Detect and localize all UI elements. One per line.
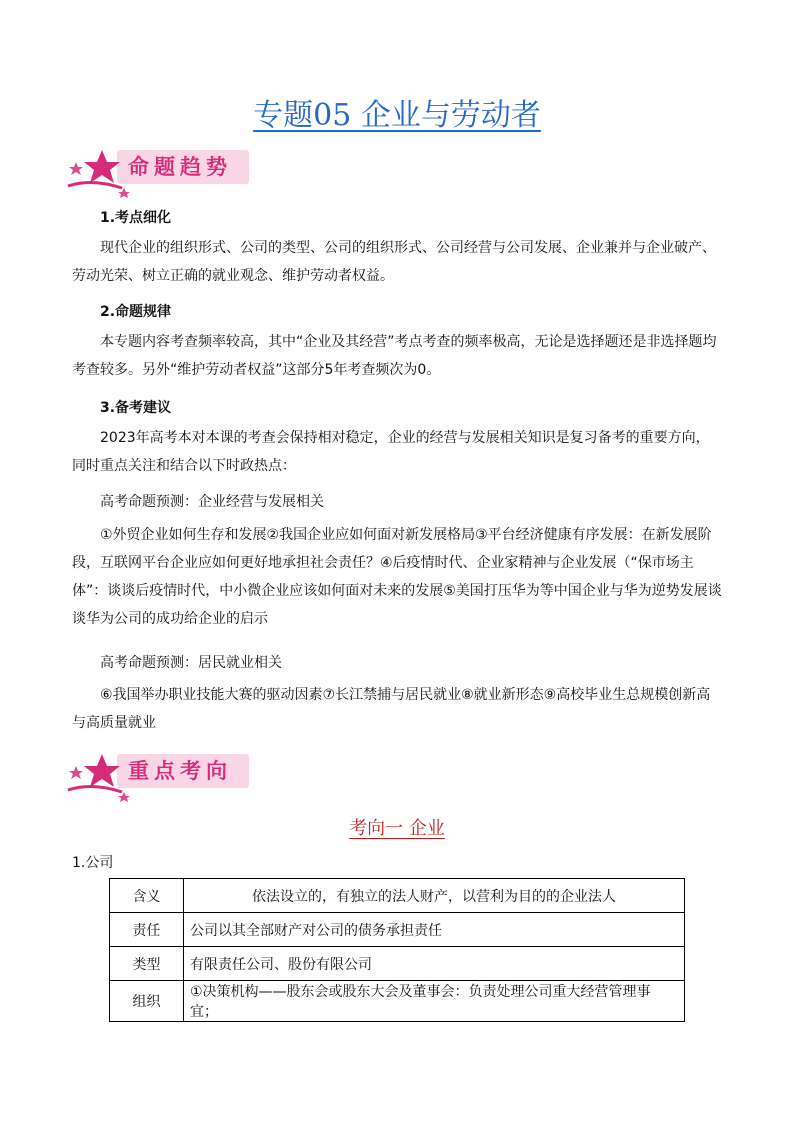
heading-points: 1.考点细化 — [100, 210, 172, 226]
table-key: 组织 — [110, 981, 184, 1022]
paragraph-points: 现代企业的组织形式、公司的类型、公司的组织形式、公司经营与公司发展、企业兼并与企业破产、劳动光荣、树立正确的就业观念、维护劳动者权益。 — [72, 240, 716, 284]
banner-title: 命题趋势 — [128, 155, 232, 179]
banner-title: 重点考向 — [128, 759, 232, 783]
trend-banner — [62, 148, 252, 198]
company-table — [109, 878, 685, 1022]
page-title: 专题05 企业与劳动者 — [253, 98, 541, 133]
table-row — [110, 947, 685, 981]
section-title: 考向一 企业 — [349, 818, 445, 839]
paragraph-suggestions: 2023年高考本对本课的考查会保持相对稳定，企业的经营与发展相关知识是复习备考的重要方向，同时重点关注和结合以下时政热点： — [72, 430, 710, 474]
heading-rules: 2.命题规律 — [100, 304, 172, 320]
table-row — [110, 913, 685, 947]
prediction-employment: 高考命题预测：居民就业相关 — [100, 655, 282, 671]
hotspots-employment: ⑥我国举办职业技能大赛的驱动因素⑦长江禁捕与居民就业⑧就业新形态⑨高校毕业生总规模创新高与高质量就业 — [72, 687, 711, 731]
section-label: 1.公司 — [72, 855, 114, 871]
paragraph-rules: 本专题内容考查频率较高，其中“企业及其经营”考点考查的频率极高，无论是选择题还是非选择题均考查较多。另外“维护劳动者权益”这部分5年考查频次为0。 — [72, 334, 717, 378]
heading-suggestions: 3.备考建议 — [100, 400, 172, 416]
hotspots-enterprise: ①外贸企业如何生存和发展②我国企业应如何面对新发展格局③平台经济健康有序发展：在新发展阶段，互联网平台企业应如何更好地承担社会责任？④后疫情时代、企业家精神与企业发展（“保市场主体”：谈谈后疫情时代，中小微企业应该如何面对未来的发展⑤美国打压华为等中国企业与华为逆势发展谈谈华为公司的成功给企业的启示 — [72, 527, 722, 627]
table-value: ①决策机构——股东会或股东大会及董事会：负责处理公司重大经营管理事宜； — [184, 981, 685, 1022]
table-key: 责任 — [110, 913, 184, 947]
table-row — [110, 981, 685, 1022]
prediction-enterprise: 高考命题预测：企业经营与发展相关 — [100, 494, 324, 510]
table-value: 公司以其全部财产对公司的债务承担责任 — [184, 913, 685, 947]
table-value: 依法设立的，有独立的法人财产，以营利为目的的企业法人 — [184, 879, 685, 913]
table-key: 含义 — [110, 879, 184, 913]
focus-banner — [62, 752, 252, 802]
table-row — [110, 879, 685, 913]
table-value: 有限责任公司、股份有限公司 — [184, 947, 685, 981]
table-key: 类型 — [110, 947, 184, 981]
